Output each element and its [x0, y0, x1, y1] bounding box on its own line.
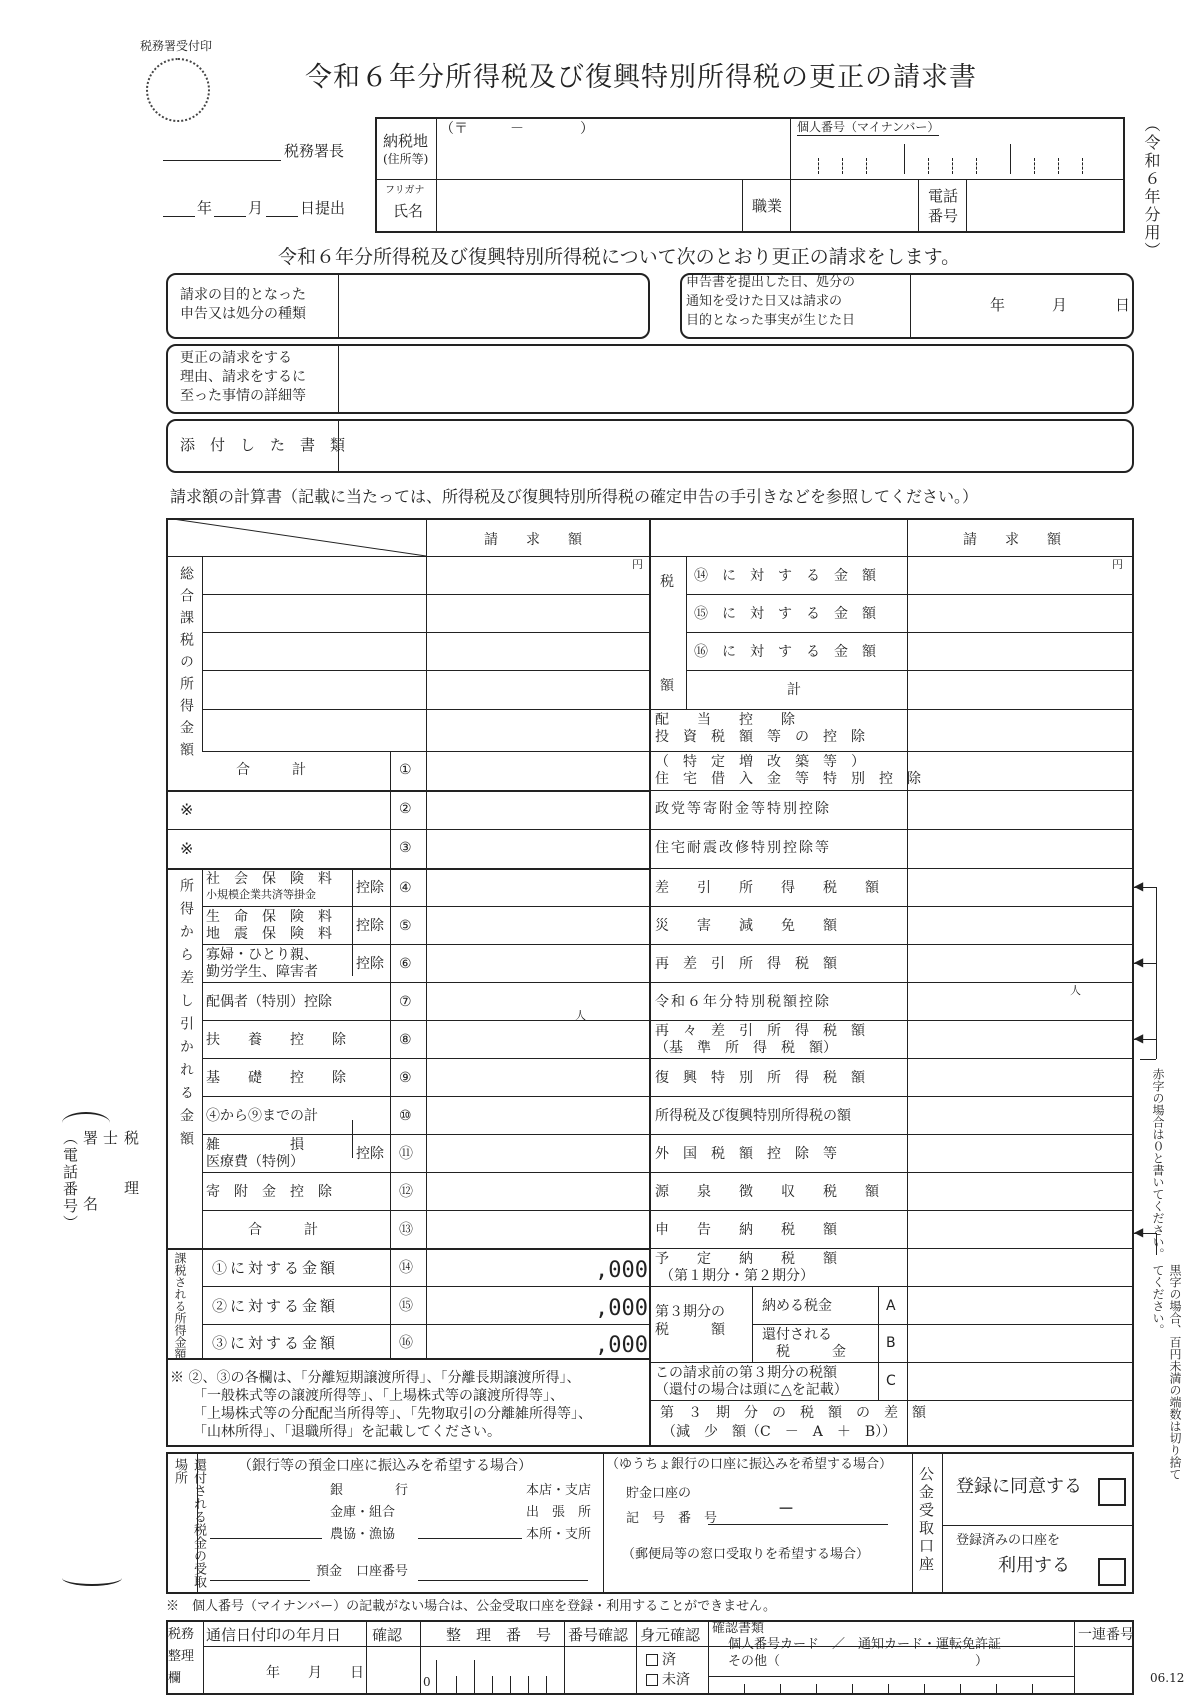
occupation-label: 職業 — [752, 197, 783, 215]
id-done-option[interactable]: 済 — [646, 1652, 676, 1668]
side-note-red: 赤字の場合は０と書いてください。 — [1151, 1068, 1165, 1260]
deduction-group: 所得から差し引かれる金額 — [178, 878, 194, 1154]
use-registered-label: 利用する — [998, 1555, 1070, 1576]
office-use-side: 税務整理欄 — [168, 1627, 195, 1686]
agree-label: 登録に同意する — [956, 1476, 1082, 1497]
postal-code-field[interactable]: （〒 － ） — [440, 121, 594, 137]
yucho-account-field[interactable] — [708, 1500, 888, 1524]
intro-text: 令和６年分所得税及び復興特別所得税について次のとおり更正の請求をします。 — [278, 246, 961, 268]
refund-side-label: 還付される税金の受取場所 — [172, 1458, 206, 1588]
page-title: 令和６年分所得税及び復興特別所得税の更正の請求書 — [305, 62, 977, 93]
receipt-stamp-circle — [146, 58, 210, 122]
mynumber-field[interactable] — [800, 158, 1120, 174]
right-amount-header: 請 求 額 — [963, 532, 1061, 548]
stamp-label: 税務署受付印 — [140, 39, 213, 53]
address-label: 納税地 — [383, 132, 429, 150]
reason-field[interactable] — [340, 346, 1130, 412]
total-income-group: 総合課税の所得金額 — [178, 566, 194, 764]
agree-checkbox[interactable] — [1098, 1478, 1126, 1506]
form-code: 06.12 — [1150, 1671, 1185, 1685]
side-note-black: 黒字の場合、百円未満の端数は切り捨ててください。 — [1151, 1264, 1182, 1480]
taxable-income-group: 課税される所得金額 — [173, 1252, 187, 1360]
left-amount-header: 請 求 額 — [484, 532, 582, 548]
bank-account-field[interactable] — [418, 1560, 588, 1580]
attachments-field[interactable] — [340, 421, 1130, 471]
public-account-label: 公金受取口座 — [917, 1466, 935, 1574]
use-registered-checkbox[interactable] — [1098, 1558, 1126, 1586]
name-field[interactable] — [438, 181, 740, 231]
phone-label: 電話 — [928, 187, 959, 205]
calc-title: 請求額の計算書（記載に当たっては、所得税及び復興特別所得税の確定申告の手引きなどを参照してください。） — [170, 487, 979, 506]
name-label: 氏名 — [393, 202, 424, 220]
mynumber-note: ※ 個人番号（マイナンバー）の記載がない場合は、公金受取口座を登録・利用することができません。 — [166, 1599, 776, 1614]
tax-accountant-label: 税 理 士 — [101, 1130, 140, 1230]
purpose-field[interactable] — [340, 275, 646, 337]
mynumber-label: 個人番号（マイナンバー） — [797, 120, 940, 134]
id-not-done-option[interactable]: 未済 — [646, 1672, 690, 1688]
year-use-note: （令和６年分用） — [1142, 116, 1161, 260]
office-label: 税務署長 — [284, 142, 345, 160]
